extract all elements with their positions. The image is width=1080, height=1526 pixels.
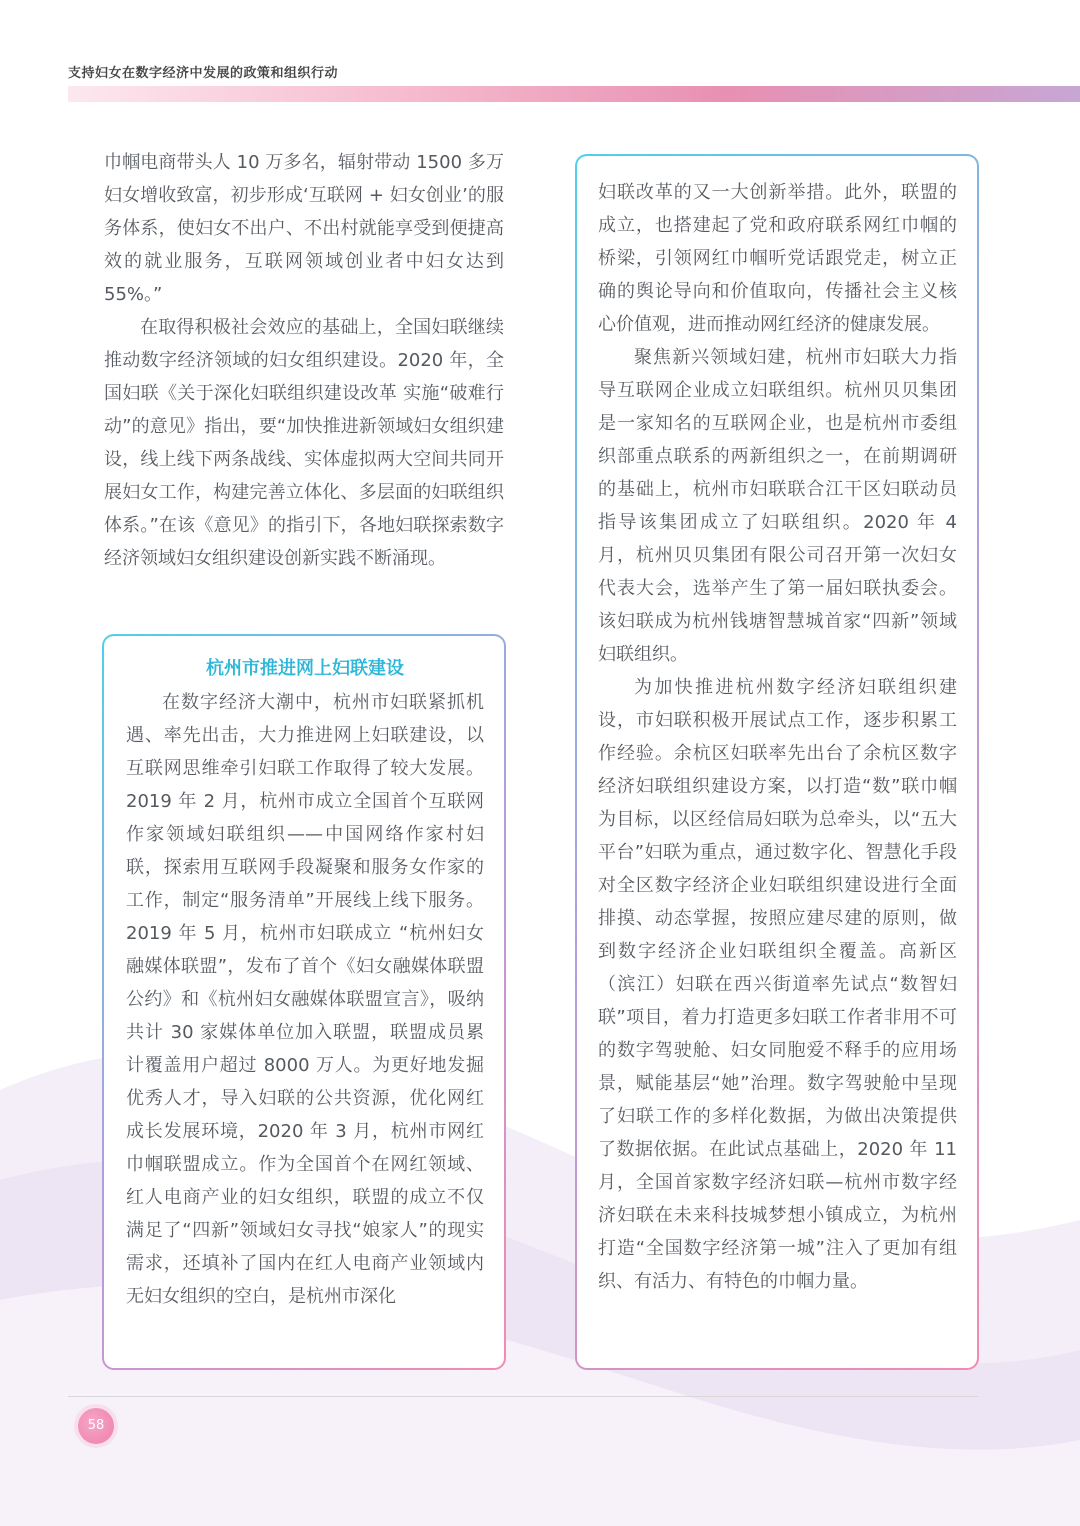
page-number-badge: 58 bbox=[78, 1408, 114, 1444]
header-gradient-bar bbox=[68, 86, 1080, 102]
case-box-right bbox=[575, 154, 979, 1370]
case-box-left bbox=[102, 634, 506, 1370]
case-box-paragraph: 在数字经济大潮中，杭州市妇联紧抓机遇、率先出击，大力推进网上妇联建设，以互联网思维牵引妇联工作取得了较大发展。2019 年 2 月，杭州市成立全国首个互联网作家领域妇联组织——中国网络作家村妇联，探索用互联网手段凝聚和服务女作家的工作，制定“服务清单”开展线上线下服务。2019 年 5 月，杭州市妇联成立 “杭州妇女融媒体联盟”，发布了首个《妇女融媒体联盟公约》和《杭州妇女融媒体联盟宣言》，吸纳共计 30 家媒体单位加入联盟，联盟成员累计覆盖用户超过 8000 万人。为更好地发掘优秀人才，导入妇联的公共资源，优化网红成长发展环境，2020 年 3 月，杭州市网红巾帼联盟成立。作为全国首个在网红领域、红人电商产业的妇女组织，联盟的成立不仅满足了“四新”领域妇女寻找“娘家人”的现实需求，还填补了国内在红人电商产业领域内无妇女组织的空白，是杭州市深化 bbox=[126, 692, 484, 1307]
paragraph: 巾帼电商带头人 10 万多名，辐射带动 1500 多万妇女增收致富，初步形成‘互联网 + 妇女创业’的服务体系，使妇女不出户、不出村就能享受到便捷高效的就业服务，互联网领域创业者中妇女达到 55%。” bbox=[104, 152, 504, 305]
footer-divider bbox=[68, 1396, 978, 1397]
running-header: 支持妇女在数字经济中发展的政策和组织行动 bbox=[68, 66, 339, 81]
left-column-text bbox=[104, 146, 504, 575]
case-box-paragraph: 为加快推进杭州数字经济妇联组织建设，市妇联积极开展试点工作，逐步积累工作经验。余杭区妇联率先出台了余杭区数字经济妇联组织建设方案，以打造“数”联巾帼为目标，以区经信局妇联为总牵头，以“五大平台”妇联为重点，通过数字化、智慧化手段对全区数字经济企业妇联组织建设进行全面排摸、动态掌握，按照应建尽建的原则，做到数字经济企业妇联组织全覆盖。高新区（滨江）妇联在西兴街道率先试点“数智妇联”项目，着力打造更多妇联工作者非用不可的数字驾驶舱、妇女同胞爱不释手的应用场景，赋能基层“她”治理。数字驾驶舱中呈现了妇联工作的多样化数据，为做出决策提供了数据依据。在此试点基础上，2020 年 11 月，全国首家数字经济妇联—杭州市数字经济妇联在未来科技城梦想小镇成立，为杭州打造“全国数字经济第一城”注入了更加有组织、有活力、有特色的巾帼力量。 bbox=[598, 677, 957, 1292]
case-box-title: 杭州市推进网上妇联建设 bbox=[206, 658, 404, 679]
case-box-paragraph: 妇联改革的又一大创新举措。此外，联盟的成立，也搭建起了党和政府联系网红巾帼的桥梁，引领网红巾帼听党话跟党走，树立正确的舆论导向和价值取向，传播社会主义核心价值观，进而推动网红经济的健康发展。 bbox=[598, 182, 957, 335]
paragraph: 在取得积极社会效应的基础上，全国妇联继续推动数字经济领域的妇女组织建设。2020 年，全国妇联《关于深化妇联组织建设改革 实施“破难行动”的意见》指出，要“加快推进新领域妇女组织建设，线上线下两条战线、实体虚拟两大空间共同开展妇女工作，构建完善立体化、多层面的妇联组织体系。”在该《意见》的指引下，各地妇联探索数字经济领域妇女组织建设创新实践不断涌现。 bbox=[104, 317, 504, 569]
case-box-paragraph: 聚焦新兴领域妇建，杭州市妇联大力指导互联网企业成立妇联组织。杭州贝贝集团是一家知名的互联网企业，也是杭州市委组织部重点联系的两新组织之一，在前期调研的基础上，杭州市妇联联合江干区妇联动员指导该集团成立了妇联组织。2020 年 4 月，杭州贝贝集团有限公司召开第一次妇女代表大会，选举产生了第一届妇联执委会。该妇联成为杭州钱塘智慧城首家“四新”领域妇联组织。 bbox=[598, 347, 957, 665]
